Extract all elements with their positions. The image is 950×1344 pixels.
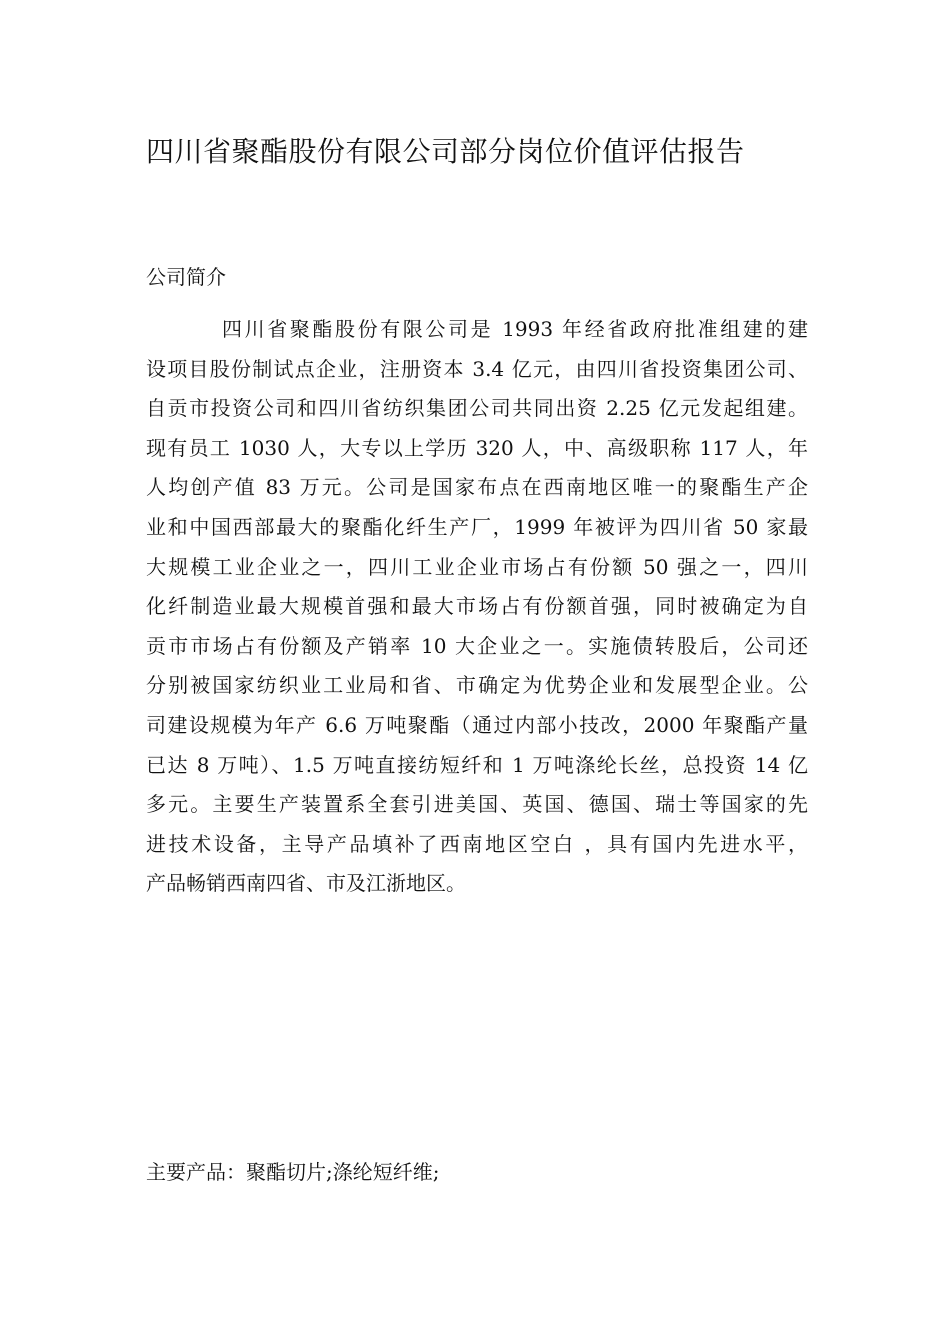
document-title: 四川省聚酯股份有限公司部分岗位价值评估报告 xyxy=(146,135,745,168)
paragraph-line: 自贡市投资公司和四川省纺织集团公司共同出资 2.25 亿元发起组建。 xyxy=(146,396,808,421)
paragraph-line: 司建设规模为年产 6.6 万吨聚酯（通过内部小技改，2000 年聚酯产量 xyxy=(146,712,808,737)
paragraph-line: 业和中国西部最大的聚酯化纤生产厂，1999 年被评为四川省 50 家最 xyxy=(146,514,808,539)
paragraph-line: 大规模工业企业之一，四川工业企业市场占有份额 50 强之一，四川 xyxy=(146,554,808,579)
paragraph-line: 四川省聚酯股份有限公司是 1993 年经省政府批准组建的建 xyxy=(222,317,808,341)
paragraph-line: 贡市市场占有份额及产销率 10 大企业之一。实施债转股后，公司还 xyxy=(146,633,808,658)
paragraph-line: 人均创产值 83 万元。公司是国家布点在西南地区唯一的聚酯生产企 xyxy=(146,475,808,500)
main-products-line: 主要产品：聚酯切片;涤纶短纤维; xyxy=(146,1160,440,1184)
paragraph-line: 现有员工 1030 人，大专以上学历 320 人，中、高级职称 117 人，年 xyxy=(146,435,808,460)
paragraph-line: 多元。主要生产装置系全套引进美国、英国、德国、瑞士等国家的先 xyxy=(146,792,808,817)
paragraph-line: 设项目股份制试点企业，注册资本 3.4 亿元，由四川省投资集团公司、 xyxy=(146,356,808,381)
paragraph-line: 分别被国家纺织业工业局和省、市确定为优势企业和发展型企业。公 xyxy=(146,673,808,698)
company-profile-paragraph xyxy=(146,310,808,904)
paragraph-line: 已达 8 万吨）、1.5 万吨直接纺短纤和 1 万吨涤纶长丝，总投资 14 亿 xyxy=(146,752,808,777)
paragraph-line: 进技术设备，主导产品填补了西南地区空白 ，具有国内先进水平， xyxy=(146,831,808,856)
paragraph-line: 产品畅销西南四省、市及江浙地区。 xyxy=(146,871,466,896)
section-heading-company-profile: 公司简介 xyxy=(146,265,226,289)
paragraph-line: 化纤制造业最大规模首强和最大市场占有份额首强，同时被确定为自 xyxy=(146,594,808,619)
